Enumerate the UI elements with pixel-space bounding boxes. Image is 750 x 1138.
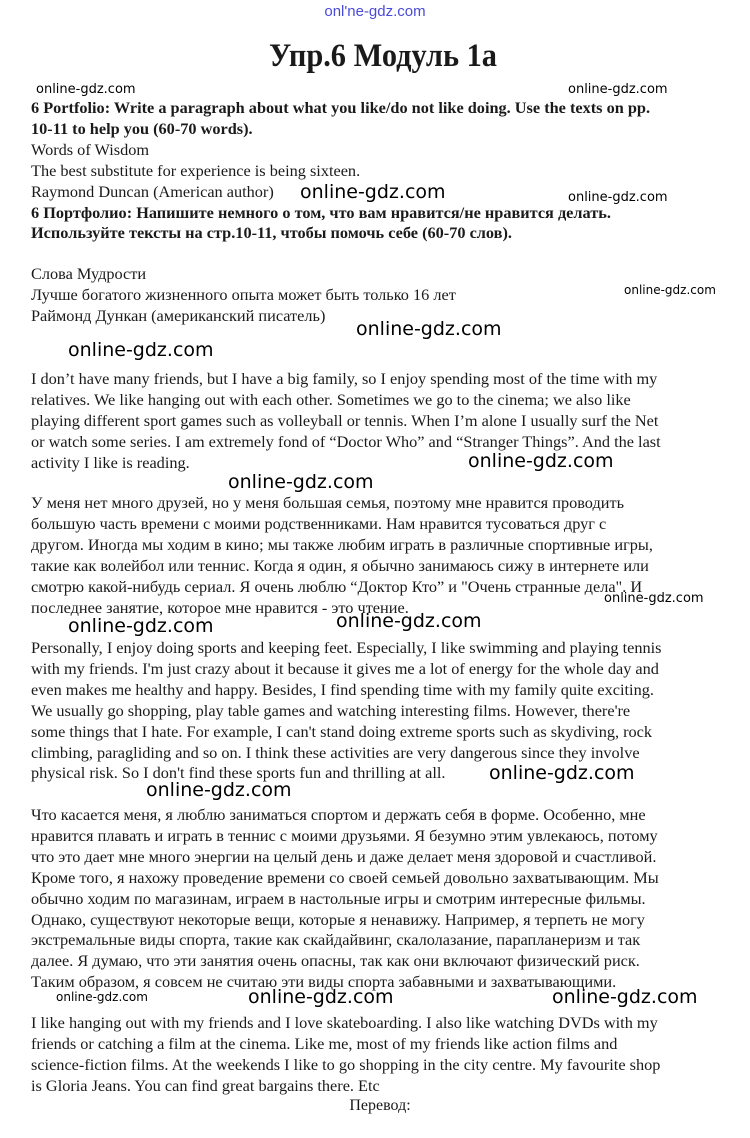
text-line: далее. Я думаю, что эти занятия очень опасны, так как они включают физический риск. [31, 951, 640, 971]
paragraph-5 [31, 1013, 660, 1097]
watermark: online-gdz.com [68, 615, 214, 637]
watermark: online-gdz.com [248, 986, 394, 1008]
text-line: friends or catching a film at the cinema. Like me, most of my friends like action films and [31, 1033, 618, 1053]
text-line: Используйте тексты на стр.10-11, чтобы помочь себе (60-70 слов). [31, 223, 512, 243]
watermark: online-gdz.com [300, 181, 446, 203]
watermark: online-gdz.com [568, 82, 668, 97]
text-line: 10-11 to help you (60-70 words). [31, 118, 253, 138]
task-english [31, 98, 650, 244]
page-title: Упр.6 Модуль 1а [269, 38, 497, 74]
text-line: Raymond Duncan (American author) [31, 181, 274, 201]
text-line: some things that I hate. For example, I can't stand doing extreme sports such as skydiving, rock [31, 721, 653, 741]
text-line: Однако, существуют некоторые вещи, которые я ненавижу. Например, я терпеть не могу [31, 909, 645, 929]
text-line: The best substitute for experience is being sixteen. [31, 160, 361, 180]
text-line: We usually go shopping, play table games and watching interesting films. However, there're [31, 700, 631, 720]
text-line: playing different sport games such as volleyball or tennis. When I’m alone I usually surf the Net [31, 410, 659, 430]
text-line: смотрю какой-нибудь сериал. Я очень люблю “Доктор Кто” и "Очень странные дела". И [31, 576, 643, 596]
text-line: I like hanging out with my friends and I love skateboarding. I also like watching DVDs with my [31, 1013, 658, 1032]
text-line: обычно ходим по магазинам, играем в настольные игры и смотрим интересные фильмы. [31, 888, 646, 908]
text-line: Слова Мудрости [31, 264, 147, 283]
text-line: Раймонд Дункан (американский писатель) [31, 305, 326, 325]
text-line: большую часть времени с моими родственниками. Нам нравится тусоваться друг с [31, 513, 607, 533]
watermark: online-gdz.com [552, 986, 698, 1008]
text-line: Что касается меня, я люблю заниматься спортом и держать себя в форме. Особенно, мне [31, 805, 646, 824]
text-line: Words of Wisdom [31, 139, 150, 159]
text-line: Таким образом, я совсем не считаю эти виды спорта забавными и захватывающими. [31, 972, 617, 992]
text-line: activity I like is reading. [31, 452, 190, 472]
text-line: relatives. We like hanging out with each other. Sometimes we go to the cinema; we also like [31, 389, 631, 409]
watermark: online-gdz.com [336, 610, 482, 632]
text-line: У меня нет много друзей, но у меня большая семья, поэтому мне нравится проводить [31, 493, 625, 512]
text-line: что это дает мне много энергии на целый день и даже делает меня здоровой и счастливой. [31, 846, 657, 866]
text-line: другом. Иногда мы ходим в кино; мы также любим играть в различные спортивные игры, [31, 534, 653, 554]
text-line: 6 Портфолио: Напишите немного о том, что вам нравится/не нравится делать. [31, 202, 611, 222]
text-line: экстремальные виды спорта, такие как скайдайвинг, скалолазание, парапланеризм и так [31, 930, 641, 950]
watermark: online-gdz.com [468, 450, 614, 472]
text-line: climbing, paragliding and so on. I think these activities are very dangerous since they involve [31, 742, 640, 762]
text-line: Кроме того, я нахожу проведение времени со своей семьей довольно захватывающим. Мы [31, 867, 659, 887]
text-line: physical risk. So I don't find these sports fun and thrilling at all. [31, 763, 446, 783]
text-line: последнее занятие, которое мне нравится - это чтение. [31, 597, 409, 617]
text-line: 6 Portfolio: Write a paragraph about what you like/do not like doing. Use the texts on pp. [31, 98, 651, 117]
watermark: online-gdz.com [604, 591, 704, 606]
text-line: Personally, I enjoy doing sports and keeping feet. Especially, I like swimming and playing tennis [31, 638, 662, 657]
watermark: online-gdz.com [228, 471, 374, 493]
text-line: even makes me healthy and happy. Besides, I find spending time with my family quite exciting. [31, 679, 654, 699]
paragraph-2 [31, 493, 653, 618]
text-line: is Gloria Jeans. You can find great bargains there. Etc [31, 1075, 380, 1095]
watermark: online-gdz.com [624, 283, 716, 297]
paragraph-4 [31, 805, 659, 993]
watermark: online-gdz.com [356, 318, 502, 340]
text-line: or watch some series. I am extremely fond of “Doctor Who” and “Stranger Things”. And the last [31, 431, 661, 451]
watermark: online-gdz.com [568, 190, 668, 205]
text-line: нравится плавать и играть в теннис с моими друзьями. Я безумно этим увлекаюсь, потому [31, 825, 658, 845]
text-line: I don’t have many friends, but I have a big family, so I enjoy spending most of the time with my [31, 369, 658, 388]
watermark: online-gdz.com [56, 990, 148, 1004]
text-line: такие как волейбол или теннис. Когда я один, я обычно занимаюсь сижу в интернете или [31, 555, 649, 575]
text-line: Лучше богатого жизненного опыта может быть только 16 лет [31, 284, 456, 304]
watermark: online-gdz.com [68, 339, 214, 361]
translation-label: Перевод: [349, 1097, 411, 1114]
text-line: science-fiction films. At the weekends I like to go shopping in the city centre. My favourite shop [31, 1054, 661, 1074]
watermark: online-gdz.com [36, 82, 136, 97]
top-watermark: onl'ne-gdz.com [324, 3, 426, 20]
watermark: online-gdz.com [146, 779, 292, 801]
watermark: online-gdz.com [489, 762, 635, 784]
text-line: with my friends. I'm just crazy about it because it gives me a lot of energy for the whole day and [31, 658, 659, 678]
